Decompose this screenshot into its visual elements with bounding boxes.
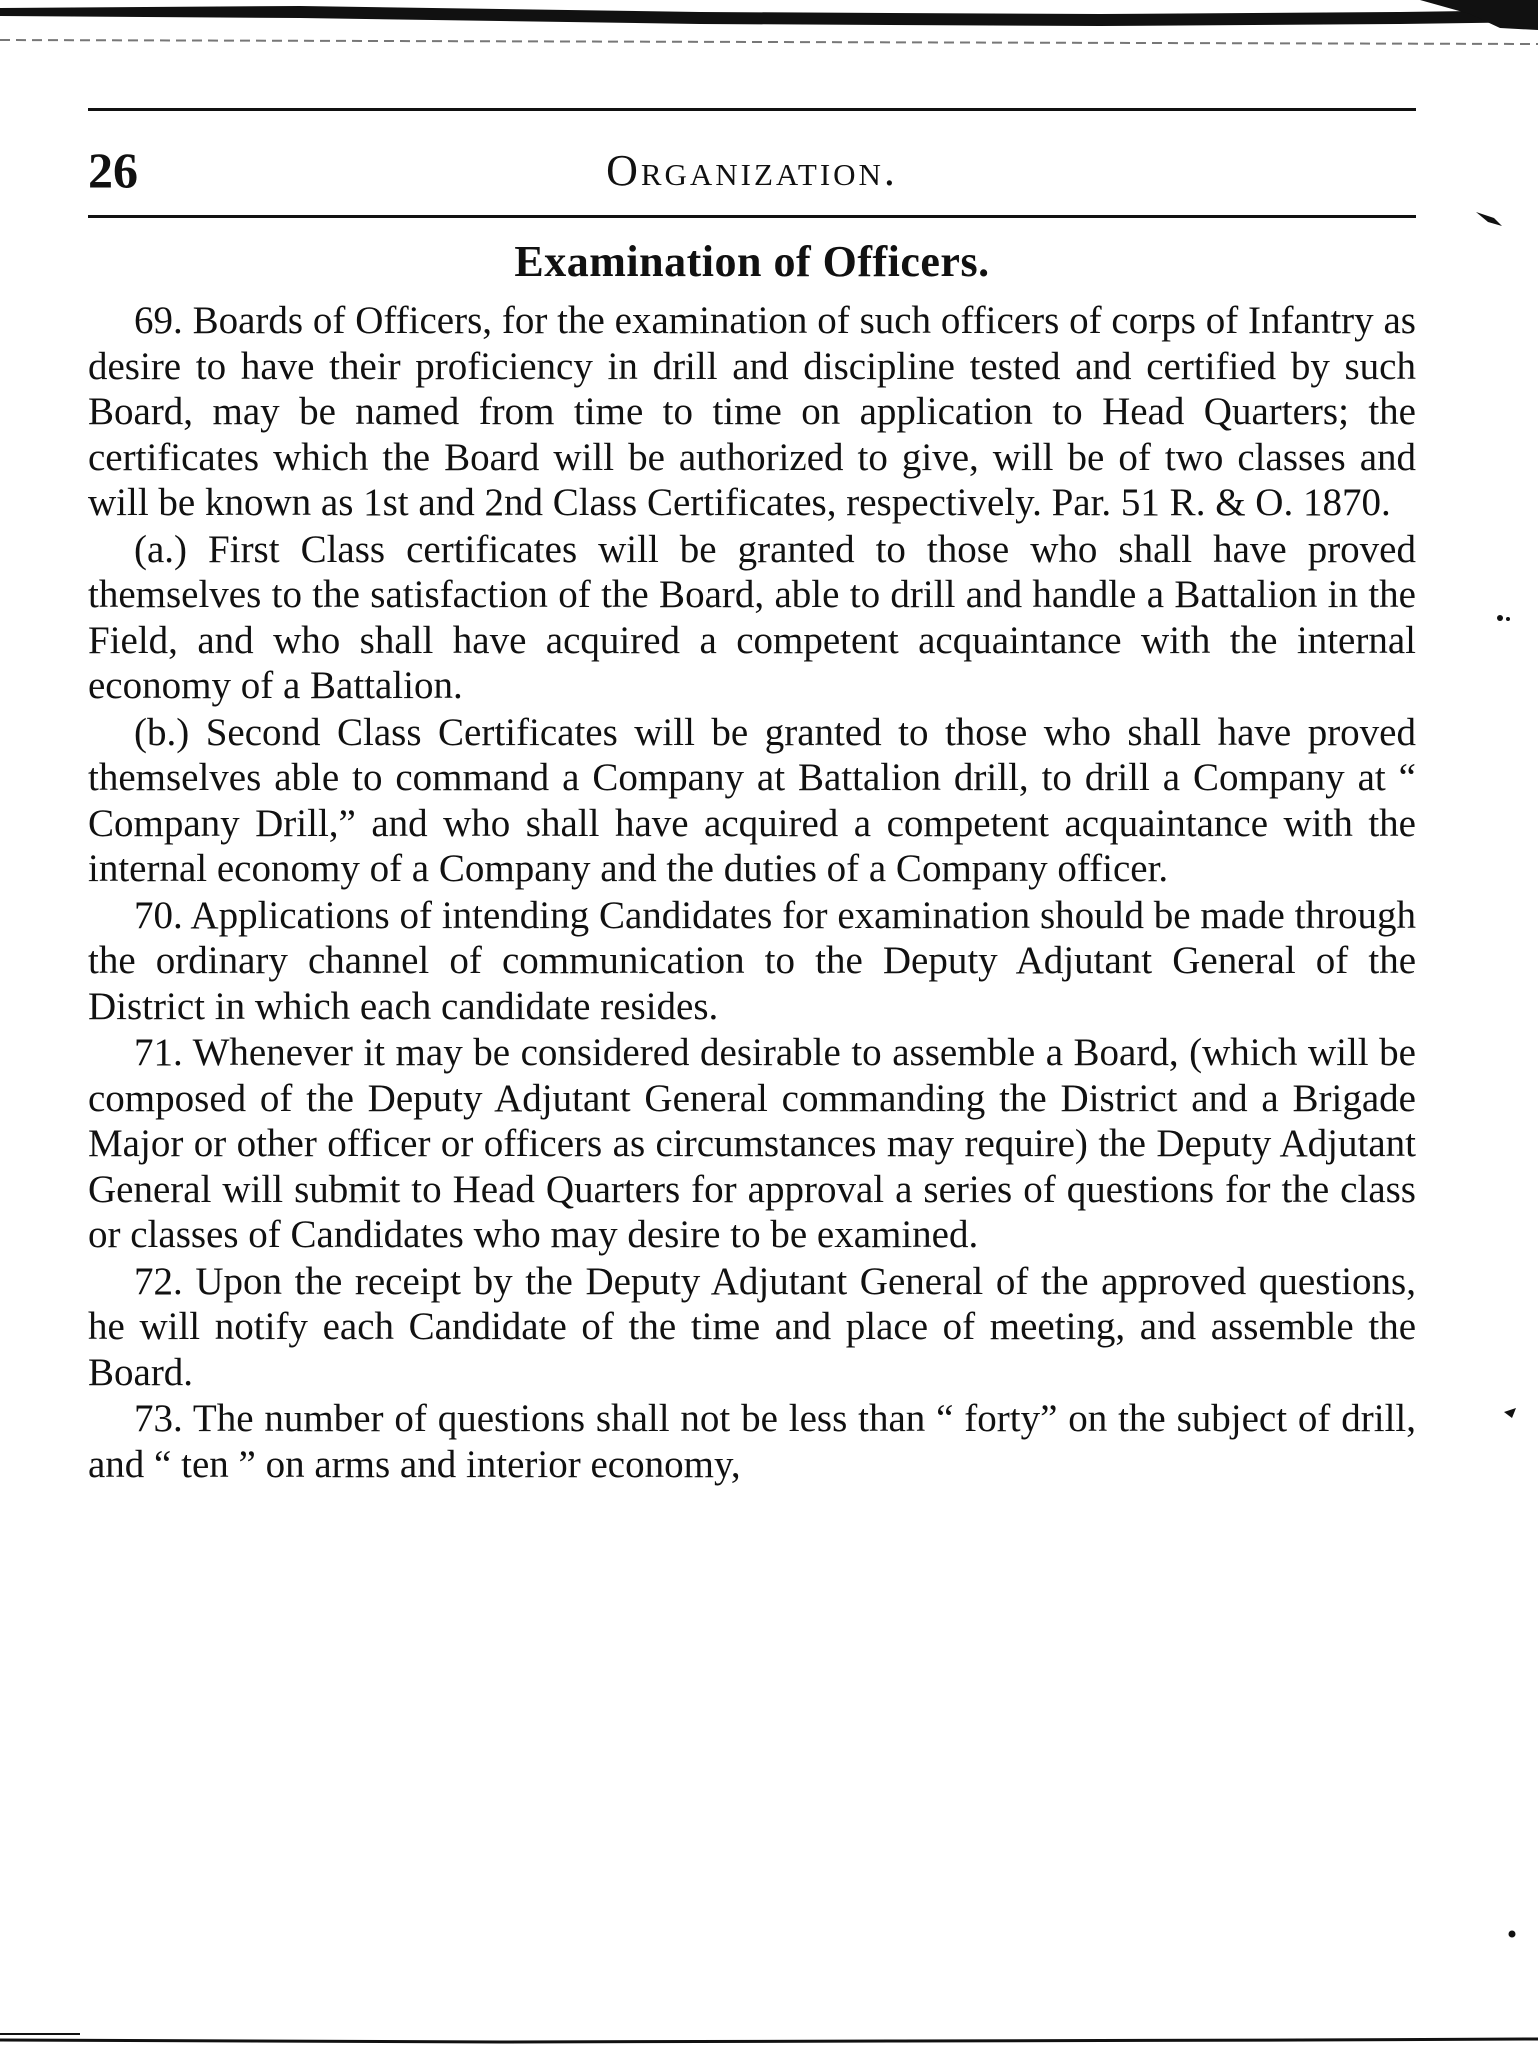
page-number: 26 — [88, 142, 138, 198]
paragraph-70: 70. Applications of intending Candidates for examination should be made through the ordinary channel of communication to the Deputy Adjutant General of the District in which each candidate resides. — [88, 893, 1416, 1028]
running-title: Organization. — [606, 146, 898, 195]
running-head — [88, 111, 1416, 215]
paragraph-71: 71. Whenever it may be considered desirable to assemble a Board, (which will be composed of the Deputy Adjutant General commanding the District and a Brigade Major or other officer or officers as circumstances may require) the Deputy Adjutant General will submit to Head Quarters for approval a series of questions for the class or classes of Candidates who may desire to be examined. — [88, 1031, 1416, 1257]
paragraph-73: 73. The number of questions shall not be less than “ forty” on the subject of drill, and “ ten ” on arms and interior economy, — [88, 1397, 1416, 1486]
paragraph-69a: (a.) First Class certificates will be granted to those who shall have proved themselves to the satisfaction of the Board, able to drill and handle a Battalion in the Field, and who shall have acquired a competent acquaintance with the internal economy of a Battalion. — [88, 527, 1416, 708]
scan-edge-bottom — [0, 2020, 1538, 2048]
paragraph-69b: (b.) Second Class Certificates will be granted to those who shall have proved themselves able to command a Company at Battalion drill, to drill a Company at “ Company Drill,” and who shall have acquired a competent acquaintance with the internal economy of a Company and the duties of a Company officer. — [88, 710, 1416, 891]
scan-edge-top — [0, 0, 1538, 60]
section-heading: Examination of Officers. — [514, 237, 990, 286]
book-page — [88, 108, 1416, 1487]
paragraph-72: 72. Upon the receipt by the Deputy Adjutant General of the approved questions, he will notify each Candidate of the time and place of meeting, and assemble the Board. — [88, 1259, 1416, 1394]
header-rule — [88, 215, 1416, 218]
paragraph-69: 69. Boards of Officers, for the examination of such officers of corps of Infantry as desire to have their proficiency in drill and discipline tested and certified by such Board, may be named from time to time on application to Head Quarters; the certificates which the Board will be authorized to give, will be of two classes and will be known as 1st and 2nd Class Certificates, respectively. Par. 51 R. & O. 1870. — [88, 299, 1416, 525]
